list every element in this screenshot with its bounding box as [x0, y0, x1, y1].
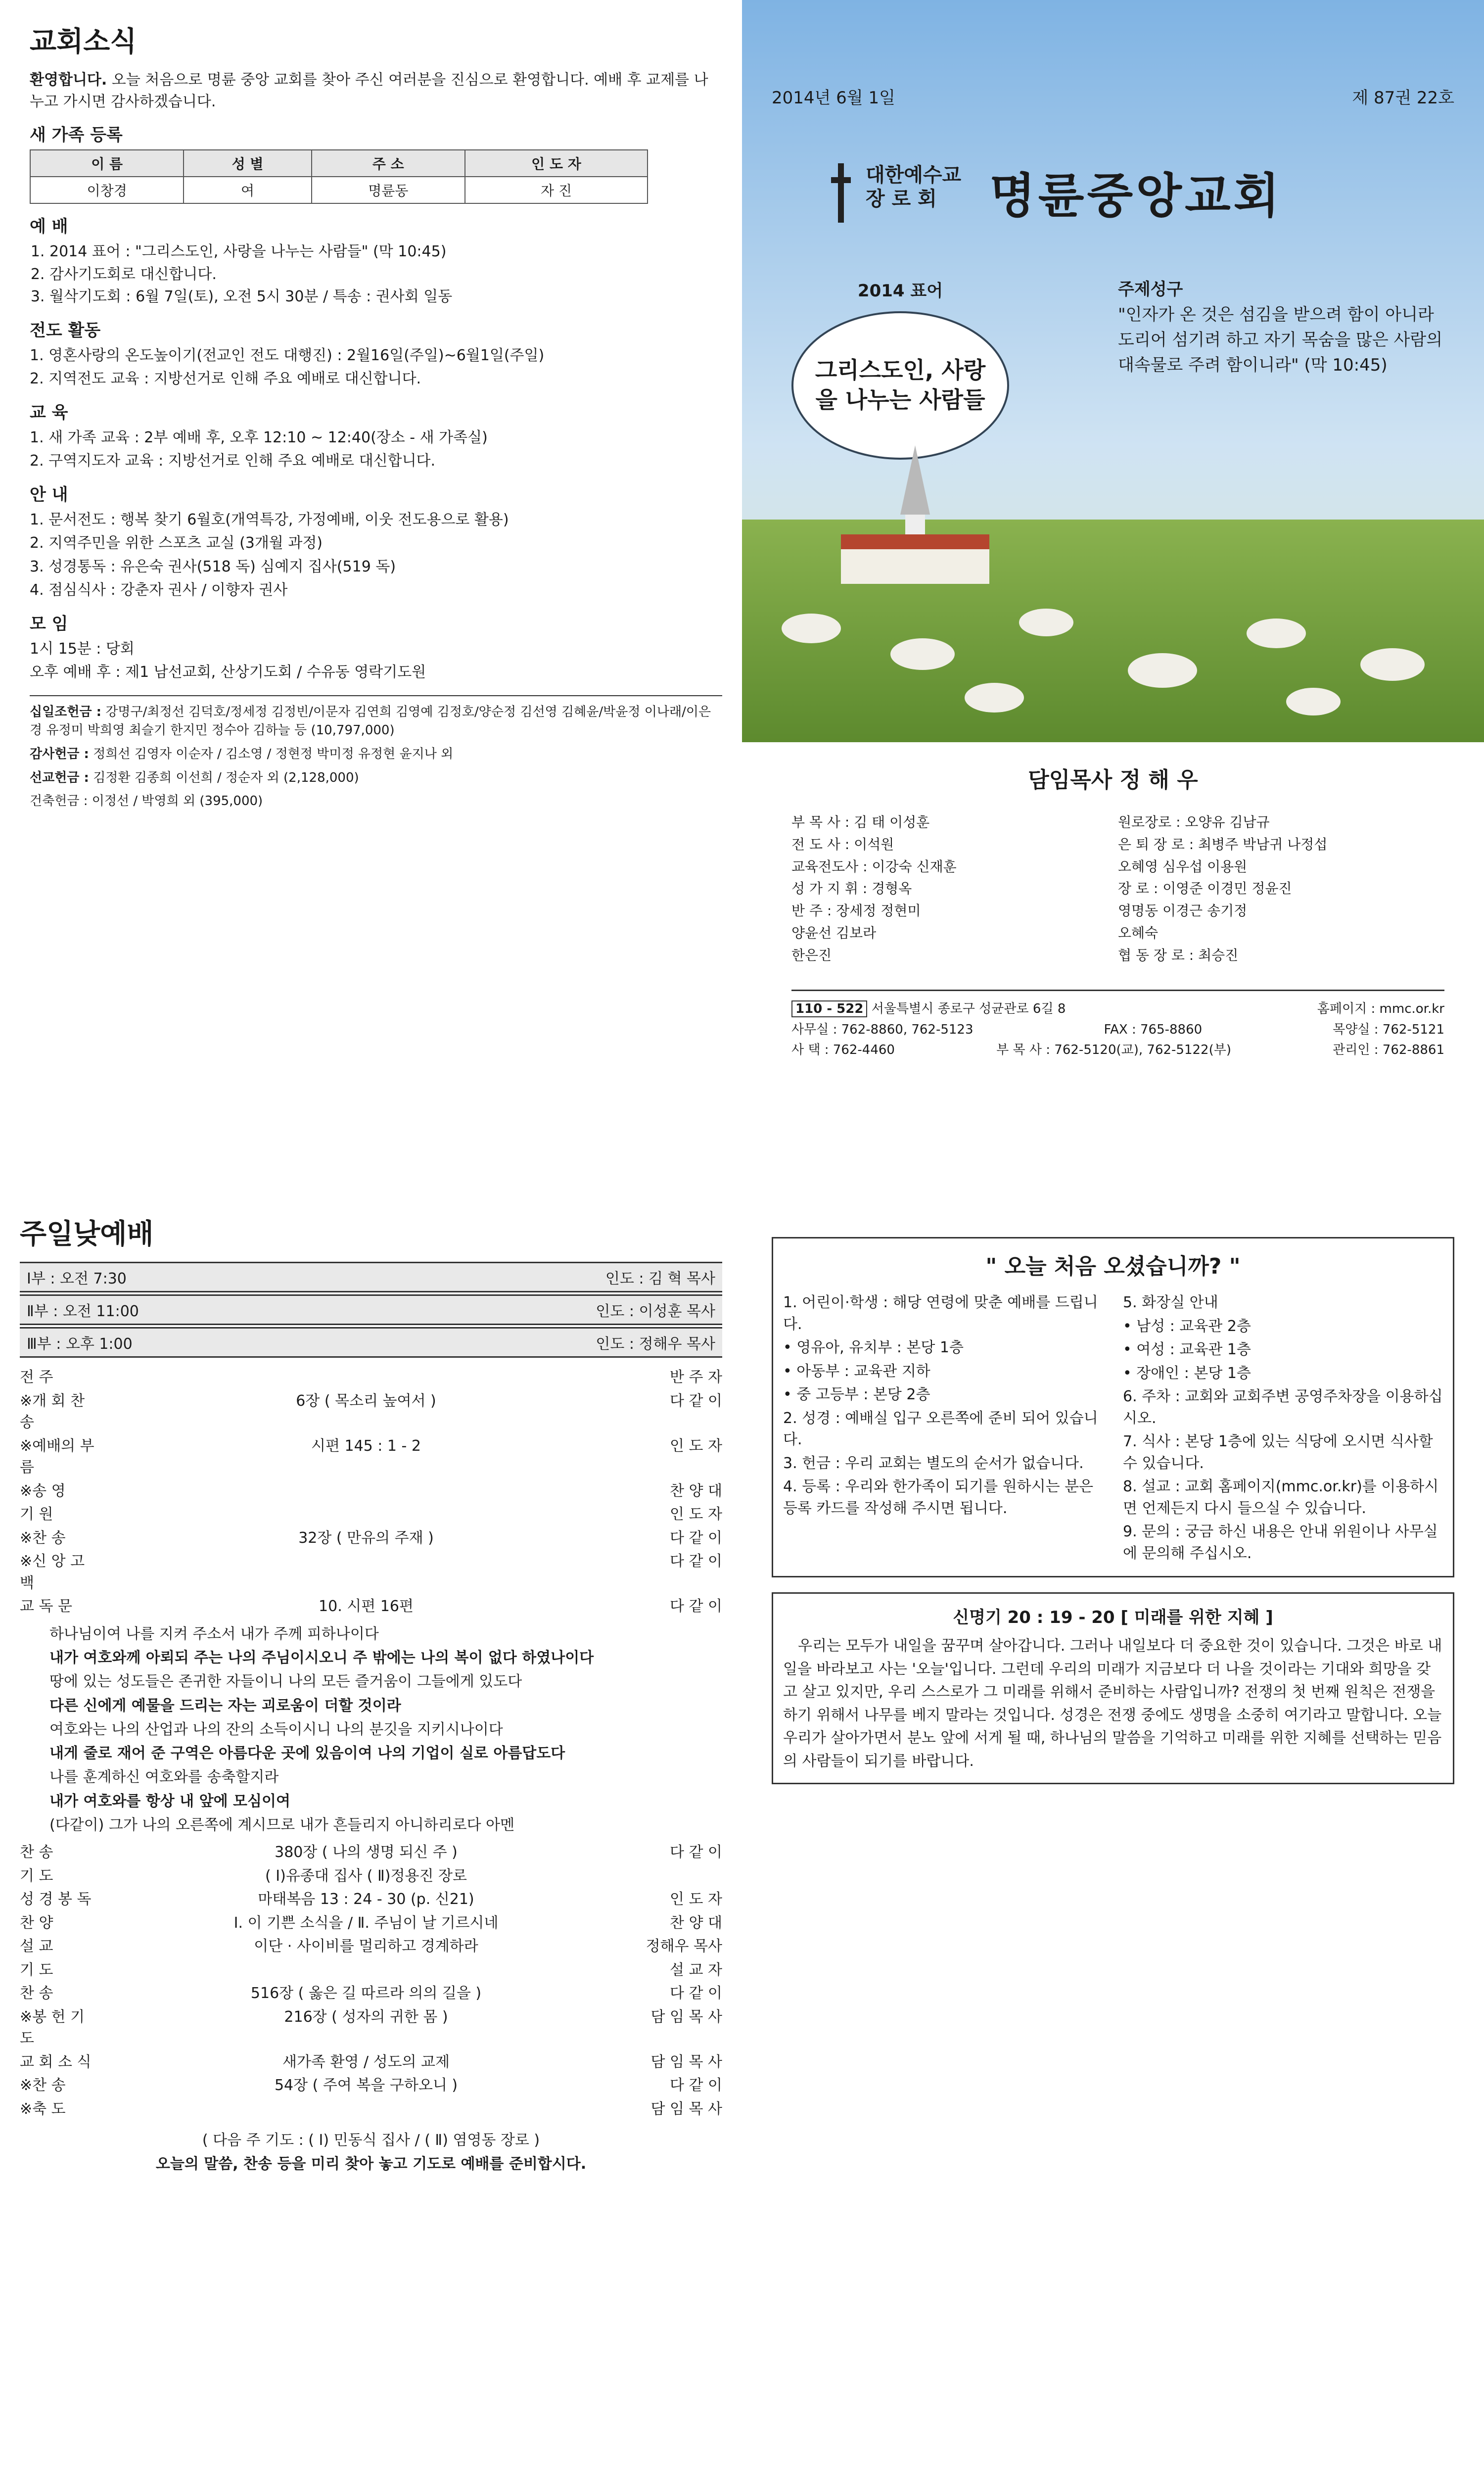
service-time-row — [20, 1262, 722, 1292]
firsttime-item: 6. 주차 : 교회와 교회주변 공영주차장을 이용하십시오. — [1123, 1388, 1443, 1427]
staff-row — [791, 945, 1444, 967]
order-content — [99, 1959, 633, 1981]
church-name: 명륜중앙교회 — [989, 168, 1283, 224]
order-leader: 다 같 이 — [669, 1598, 722, 1615]
table-row — [30, 150, 648, 177]
welcome-item — [30, 69, 722, 112]
list-item: 3. 성경통독 : 유은숙 권사(518 독) 심예지 집사(519 독) — [30, 558, 396, 575]
devotion-text: 우리는 모두가 내일을 꿈꾸며 살아갑니다. 그러나 내일보다 더 중요한 것이 있습니다. 그것은 바로 내일을 바라보고 사는 '오늘'입니다. 그런데 우리의 미래가 지금보다 더 나을 것이라는 기대와 희망을 갖고 살고 있지만, 우리 스스로가 그 미래를 위해서 준비하는 사람입니까? 전쟁의 첫 번째 원칙은 전쟁을 하기 위해서 나무를 베지 말라는 것입니다. 성경은 전쟁 중에도 생명을 소중히 여기라고 말합니다. 오늘 우리가 살아가면서 분노 앞에 서게 될 때, 하나님의 말씀을 기억하고 미래를 위한 지혜를 선택하는 믿음의 사람들이 되기를 바랍니다. — [783, 1637, 1442, 1770]
contact-row — [791, 1040, 1444, 1061]
order-leader: 찬 양 대 — [669, 1914, 722, 1932]
offering-section — [30, 695, 722, 811]
thanks-text: 정희선 김영자 이순자 / 김소영 / 정현정 박미정 유정현 윤지나 외 — [93, 746, 454, 761]
staff-cell: 장 로 : 이영준 이경민 정윤진 — [1118, 880, 1292, 897]
firsttime-item: 7. 식사 : 본당 1층에 있는 식당에 오시면 식사할 수 있습니다. — [1123, 1433, 1433, 1472]
motto-block — [772, 277, 1029, 460]
order-item: ※개 회 찬 송 — [20, 1392, 85, 1431]
list-item: 4. 점심식사 : 강춘자 권사 / 이향자 권사 — [30, 581, 288, 599]
firsttime-box — [772, 1237, 1454, 1577]
firsttime-item: 2. 성경 : 예배실 입구 오른쪽에 준비 되어 있습니다. — [783, 1409, 1098, 1448]
thanks-item — [30, 745, 722, 764]
firsttime-item: 8. 설교 : 교회 홈페이지(mmc.or.kr)를 이용하시면 언제든지 다시 들으실 수 있습니다. — [1123, 1478, 1439, 1517]
order-item: ※예배의 부름 — [20, 1437, 94, 1476]
service-times — [20, 1262, 722, 1358]
table-header: 성 별 — [184, 150, 311, 177]
order-item: ※송 영 — [20, 1482, 66, 1500]
staff-cell: 반 주 : 장세정 정현미 — [791, 903, 921, 919]
order-item: 교 회 소 식 — [20, 2053, 92, 2071]
order-leader: 다 같 이 — [669, 1529, 722, 1547]
table-header: 이 름 — [30, 150, 184, 177]
order-content: 10. 시편 16편 — [319, 1598, 414, 1615]
reading-line: 다른 신에게 예물을 드리는 자는 괴로움이 더할 것이라 — [49, 1697, 401, 1714]
offering-text: 강명구/최정선 김덕호/정세정 김정빈/이문자 김연희 김영예 김정호/양순정 김선영 김혜윤/박윤정 이나래/이은경 유정미 박희영 최슬기 한지민 정수아 김하늘 등 (10,797,000) — [30, 704, 711, 738]
news-title: 교회소식 — [30, 26, 137, 58]
sunday-title: 주일낮예배 — [20, 1218, 154, 1250]
thanks-head: 감사헌금 : — [30, 746, 89, 761]
staff-cell: 오혜숙 — [1118, 924, 1159, 941]
staff-cell: 교육전도사 : 이강숙 신재훈 — [791, 858, 957, 875]
firsttime-item: • 장애인 : 본당 1층 — [1123, 1364, 1251, 1382]
order-item: 성 경 봉 독 — [20, 1891, 92, 1908]
order-content: 32장 ( 만유의 주재 ) — [298, 1529, 434, 1547]
order-leader: 다 같 이 — [669, 1392, 722, 1410]
order-leader: 반 주 자 — [669, 1369, 722, 1386]
order-leader: 정해우 목사 — [646, 1938, 722, 1955]
order-item: 교 독 문 — [20, 1598, 73, 1615]
order-item: 찬 양 — [20, 1914, 53, 1932]
devotion-box — [772, 1592, 1454, 1784]
list-item: 1시 15분 : 당회 — [30, 640, 135, 658]
firsttime-left — [783, 1290, 1103, 1566]
table-cell: 여 — [184, 177, 311, 203]
order-row — [20, 1864, 722, 1888]
list-item: 3. 월삭기도회 : 6월 7일(토), 오전 5시 30분 / 특송 : 권사회 일동 — [49, 286, 722, 308]
service-time-row — [20, 1327, 722, 1358]
list-item: 1. 영혼사랑의 온도높이기(전교인 전도 대행진) : 2월16일(주일)~6월1일(주일) — [30, 346, 545, 364]
reading-line: (다같이) 그가 나의 오른쪽에 계시므로 내가 흔들리지 아니하리로다 아멘 — [49, 1816, 515, 1834]
reading-line: 내가 여호와께 아뢰되 주는 나의 주님이시오니 주 밖에는 나의 복이 없다 하였나이다 — [49, 1649, 594, 1666]
phone-office: 사무실 : 762-8860, 762-5123 — [791, 1022, 974, 1037]
order-item: 기 원 — [20, 1506, 53, 1523]
manse-phone: 사 택 : 762-4460 — [791, 1043, 895, 1058]
reading-line: 나를 훈계하신 여호와를 송축할지라 — [49, 1768, 279, 1786]
order-row — [20, 2097, 722, 2121]
theme-block — [1118, 277, 1444, 378]
staff-row — [791, 834, 1444, 856]
staff-row — [791, 856, 1444, 878]
firsttime-item: • 영유아, 유치부 : 본당 1층 — [783, 1339, 964, 1356]
worship-list — [30, 241, 722, 308]
motto-label: 2014 표어 — [857, 281, 943, 301]
pastor-line: 담임목사 정 해 우 — [1028, 767, 1198, 793]
service-time: Ⅱ부 : 오전 11:00 — [27, 1303, 139, 1320]
order-row — [20, 1958, 722, 1982]
service-time: Ⅰ부 : 오전 7:30 — [27, 1270, 127, 1287]
firsttime-item: 1. 어린이·학생 : 해당 연령에 맞춘 예배를 드립니다. — [783, 1294, 1098, 1333]
reading-line: 내가 여호와를 항상 내 앞에 모심이여 — [49, 1792, 290, 1810]
list-item: 2. 구역지도자 교육 : 지방선거로 인해 주요 예배로 대신합니다. — [30, 452, 436, 470]
order-content: Ⅰ. 이 기쁜 소식을 / Ⅱ. 주님이 날 기르시네 — [233, 1914, 499, 1932]
responsive-reading — [49, 1623, 722, 1836]
order-row — [20, 1434, 722, 1479]
order-row — [20, 1366, 722, 1389]
staff-cell: 은 퇴 장 로 : 최병주 박남귀 나정섭 — [1118, 836, 1328, 853]
staff-list — [791, 811, 1444, 967]
order-row — [20, 1595, 722, 1618]
order-row — [20, 1526, 722, 1550]
prep-note: 오늘의 말씀, 찬송 등을 미리 찾아 놓고 기도로 예배를 준비합시다. — [155, 2155, 587, 2173]
firsttime-item: • 중 고등부 : 본당 2층 — [783, 1386, 930, 1403]
order-of-worship — [20, 1366, 722, 1618]
order-leader: 담 임 목 사 — [650, 2100, 722, 2118]
edu-phone: 부 목 사 : 762-5120(교), 762-5122(부) — [996, 1043, 1231, 1058]
order-row — [20, 1503, 722, 1526]
order-content: 마태복음 13 : 24 - 30 (p. 신21) — [258, 1891, 474, 1908]
janitor-phone: 관리인 : 762-8861 — [1333, 1043, 1444, 1058]
denom-line1: 대한예수교 — [866, 164, 962, 187]
staff-row — [791, 811, 1444, 834]
service-leader: 인도 : 김 혁 목사 — [605, 1270, 715, 1287]
cross-icon — [831, 163, 851, 223]
order-leader: 인 도 자 — [669, 1437, 722, 1455]
news-panel — [30, 20, 722, 1178]
staff-cell: 영명동 이경근 송기정 — [1118, 903, 1248, 919]
order-row — [20, 1479, 722, 1503]
service-time: Ⅲ부 : 오후 1:00 — [27, 1335, 133, 1353]
order-content: 54장 ( 주여 복을 구하오니 ) — [274, 2077, 458, 2094]
order-content — [99, 1551, 633, 1594]
staff-row — [791, 878, 1444, 900]
list-item: 2. 감사기도회로 대신합니다. — [49, 264, 722, 285]
denomination — [866, 163, 961, 211]
staff-cell: 오혜영 심우섭 이용원 — [1118, 858, 1248, 875]
order-leader: 다 같 이 — [669, 2077, 722, 2094]
list-item: 2. 지역전도 교육 : 지방선거로 인해 주요 예배로 대신합니다. — [30, 370, 421, 387]
order-row — [20, 2005, 722, 2050]
offering-item — [30, 703, 722, 740]
motto-bubble: 그리스도인, 사랑을 나누는 사람들 — [791, 311, 1009, 460]
staff-cell: 전 도 사 : 이석원 — [791, 836, 894, 853]
staff-cell: 한은진 — [791, 947, 832, 963]
staff-cell: 부 목 사 : 김 태 이성훈 — [791, 814, 930, 830]
staff-row — [791, 900, 1444, 922]
order-item: 전 주 — [20, 1369, 53, 1386]
list-item: 1. 문서전도 : 행복 찾기 6월호(개역특강, 가정예배, 이웃 전도용으로 활용) — [30, 511, 509, 528]
order-leader: 찬 양 대 — [669, 1482, 722, 1500]
staff-cell: 협 동 장 로 : 최승진 — [1118, 947, 1239, 963]
order-content: 216장 ( 성자의 귀한 몸 ) — [284, 2008, 448, 2026]
firsttime-right — [1123, 1290, 1443, 1566]
service-leader: 인도 : 정해우 목사 — [596, 1335, 715, 1353]
devotion-title: 신명기 20 : 19 - 20 [ 미래를 위한 지혜 ] — [953, 1608, 1273, 1627]
theme-title: 주제성구 — [1118, 280, 1183, 299]
order-content: 이단 · 사이비를 멀리하고 경계하라 — [254, 1938, 478, 1955]
table-row — [30, 177, 648, 203]
order-leader — [633, 1865, 722, 1887]
mission-text: 김정환 김종희 이선희 / 정순자 외 (2,128,000) — [93, 770, 359, 785]
welcome-head: 환영합니다. — [30, 71, 107, 89]
order-item: ※봉 헌 기 도 — [20, 2008, 85, 2047]
staff-cell: 양윤선 김보라 — [791, 924, 877, 941]
edu-title: 교 육 — [30, 402, 68, 423]
welcome-text: 오늘 처음으로 명륜 중앙 교회를 찾아 주신 여러분을 진심으로 환영합니다. 예배 후 교제를 나누고 가시면 감사하겠습니다. — [30, 71, 708, 110]
reading-line: 하나님이여 나를 지켜 주소서 내가 주께 피하나이다 — [49, 1625, 379, 1643]
order-row — [20, 1935, 722, 1958]
order-item: ※찬 송 — [20, 2077, 66, 2094]
order-content — [99, 1480, 633, 1502]
staff-row — [791, 922, 1444, 945]
order-content: 시편 145 : 1 - 2 — [311, 1437, 421, 1455]
table-header: 인 도 자 — [465, 150, 648, 177]
firsttime-title: " 오늘 처음 오셨습니까? " — [985, 1254, 1241, 1279]
order-leader: 담 임 목 사 — [650, 2053, 722, 2071]
order-item: ※찬 송 — [20, 1529, 66, 1547]
order-leader: 다 같 이 — [669, 1553, 722, 1570]
table-cell: 자 진 — [465, 177, 648, 203]
order-leader: 다 같 이 — [669, 1844, 722, 1861]
firsttime-item: • 아동부 : 교육관 지하 — [783, 1362, 930, 1380]
order-item: 기 도 — [20, 1961, 53, 1979]
order-row — [20, 2074, 722, 2097]
contact-row — [791, 999, 1444, 1020]
table-header: 주 소 — [312, 150, 465, 177]
theme-verse: "인자가 온 것은 섬김을 받으려 함이 아니라 도리어 섬기려 하고 자기 목숨을 많은 사람의 대속물로 주려 함이니라" (막 10:45) — [1118, 305, 1443, 375]
order-row — [20, 1841, 722, 1864]
fax: FAX : 765-8860 — [1104, 1022, 1203, 1037]
zip-code: 110 - 522 — [791, 1000, 867, 1017]
order-content — [99, 1367, 633, 1388]
sheep-flock — [742, 594, 1484, 732]
cover-issue: 제 87권 22호 — [1352, 88, 1454, 108]
worship-title: 예 배 — [30, 217, 68, 237]
offering-head: 십일조헌금 : — [30, 704, 102, 719]
denom-line2: 장 로 회 — [866, 188, 937, 210]
study-phone: 목양실 : 762-5121 — [1333, 1022, 1444, 1037]
order-content: 516장 ( 옳은 길 따르라 의의 길을 ) — [250, 1985, 482, 2002]
table-cell: 명륜동 — [312, 177, 465, 203]
sunday-panel — [20, 1212, 722, 2425]
newfamily-table — [30, 149, 648, 204]
staff-cell: 원로장로 : 오양유 김남규 — [1118, 814, 1270, 830]
order-item: ※축 도 — [20, 2100, 66, 2118]
firsttime-item: 3. 헌금 : 우리 교회는 별도의 순서가 없습니다. — [783, 1454, 1084, 1472]
firsttime-item: • 남성 : 교육관 2층 — [1123, 1317, 1251, 1335]
contact-block — [791, 990, 1444, 1061]
order-item: 찬 송 — [20, 1985, 53, 2002]
notice-title: 안 내 — [30, 484, 68, 505]
order-leader: 담 임 목 사 — [650, 2008, 722, 2026]
reading-line: 여호와는 나의 산업과 나의 잔의 소득이시니 나의 분깃을 지키시나이다 — [49, 1720, 503, 1738]
mission-item — [30, 769, 722, 788]
list-item: 1. 새 가족 교육 : 2부 예배 후, 오후 12:10 ~ 12:40(장소 - 새 가족실) — [30, 428, 488, 446]
order-leader: 인 도 자 — [669, 1506, 722, 1523]
firsttime-item: 4. 등록 : 우리와 한가족이 되기를 원하시는 분은 등록 카드를 작성해 주시면 됩니다. — [783, 1478, 1094, 1517]
order-item: 설 교 — [20, 1938, 53, 1955]
order-item: 기 도 — [20, 1867, 53, 1885]
mission-head: 선교헌금 : — [30, 770, 89, 785]
meeting-title: 모 임 — [30, 614, 68, 634]
order-row — [20, 1888, 722, 1911]
contact-row — [791, 1020, 1444, 1041]
firsttime-panel — [772, 1237, 1464, 2375]
order-of-worship-2 — [20, 1841, 722, 2121]
service-leader: 인도 : 이성훈 목사 — [596, 1303, 715, 1320]
list-item: 2. 지역주민을 위한 스포츠 교실 (3개월 과정) — [30, 534, 323, 552]
reading-line: 땅에 있는 성도들은 존귀한 자들이니 나의 모든 즐거움이 그들에게 있도다 — [49, 1673, 522, 1690]
order-leader: 다 같 이 — [669, 1985, 722, 2002]
order-content: 새가족 환영 / 성도의 교제 — [282, 2053, 450, 2071]
order-item: 찬 송 — [20, 1844, 53, 1861]
order-content: 380장 ( 나의 생명 되신 주 ) — [275, 1844, 458, 1861]
firsttime-item: 5. 화장실 안내 — [1123, 1294, 1218, 1311]
next-prayer: ( 다음 주 기도 : ( Ⅰ) 민동식 집사 / ( Ⅱ) 염영동 장로 ) — [202, 2132, 540, 2149]
newfamily-title: 새 가족 등록 — [30, 125, 123, 145]
order-row — [20, 1389, 722, 1434]
order-row — [20, 1550, 722, 1595]
order-content: ( Ⅰ)유종대 집사 ( Ⅱ)정용진 장로 — [265, 1867, 467, 1885]
order-leader: 설 교 자 — [669, 1961, 722, 1979]
cover-panel — [742, 0, 1484, 1188]
list-item: 오후 예배 후 : 제1 남선교회, 산상기도회 / 수유동 영락기도원 — [30, 664, 426, 681]
order-leader: 인 도 자 — [669, 1891, 722, 1908]
order-item: ※신 앙 고 백 — [20, 1553, 85, 1592]
order-content — [99, 1504, 633, 1525]
order-row — [20, 1911, 722, 1935]
service-time-row — [20, 1294, 722, 1325]
firsttime-item: • 여성 : 교육관 1층 — [1123, 1341, 1251, 1358]
order-content: 6장 ( 목소리 높여서 ) — [296, 1392, 436, 1410]
evangelism-title: 전도 활동 — [30, 320, 101, 340]
firsttime-item: 9. 문의 : 궁금 하신 내용은 안내 위원이나 사무실에 문의해 주십시오. — [1123, 1523, 1438, 1562]
address: 서울특별시 종로구 성균관로 6길 8 — [871, 1001, 1066, 1016]
order-row — [20, 2050, 722, 2074]
staff-cell: 성 가 지 휘 : 경형옥 — [791, 880, 912, 897]
order-content — [99, 2098, 633, 2120]
homepage: 홈페이지 : mmc.or.kr — [1317, 1001, 1444, 1016]
order-row — [20, 1982, 722, 2005]
cover-date: 2014년 6월 1일 — [772, 88, 895, 108]
list-item: 1. 2014 표어 : "그리스도인, 사랑을 나누는 사람들" (막 10:45) — [49, 241, 722, 263]
building-item: 건축헌금 : 이정선 / 박영희 외 (395,000) — [30, 794, 263, 809]
zip — [791, 999, 1066, 1020]
table-cell: 이창경 — [30, 177, 184, 203]
reading-line: 내게 줄로 재어 준 구역은 아름다운 곳에 있음이여 나의 기업이 실로 아름답도다 — [49, 1745, 565, 1762]
church-illustration — [841, 445, 989, 584]
